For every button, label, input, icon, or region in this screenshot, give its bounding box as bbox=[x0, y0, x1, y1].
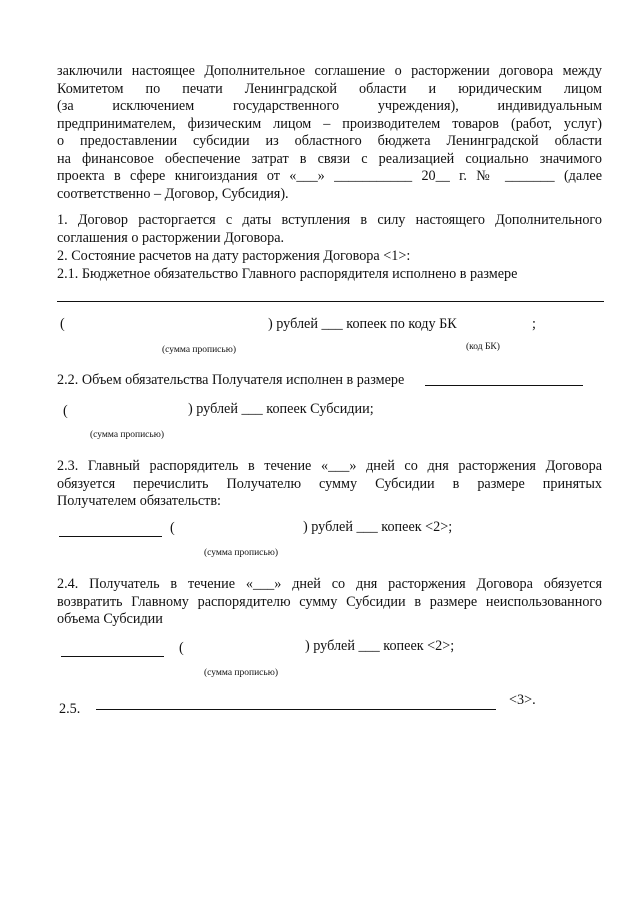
clause-1-line: 1. Договор расторгается с даты вступления в силу настоящего Дополнительного bbox=[57, 212, 602, 228]
clause-2-4-line: возвратить Главному распорядителю сумму Субсидии в размере неиспользованного bbox=[57, 594, 602, 610]
clause-2-3-line: Получателем обязательств: bbox=[57, 493, 221, 509]
open-paren: ( bbox=[179, 640, 184, 656]
clause-1-line: соглашения о расторжении Договора. bbox=[57, 230, 285, 246]
clause-2-1-text: 2.1. Бюджетное обязательство Главного распорядителя исполнено в размере bbox=[57, 266, 518, 282]
open-paren: ( bbox=[63, 403, 68, 419]
clause-2-4-line: объема Субсидии bbox=[57, 611, 163, 627]
caption-sum-in-words: (сумма прописью) bbox=[162, 345, 236, 355]
clause-2-3-line: обязуется перечислить Получателю сумму Субсидии в размере принятых bbox=[57, 476, 602, 492]
intro-line: Комитетом по печати Ленинградской области и юридическим лицом bbox=[57, 81, 602, 97]
clause-2-3-line: 2.3. Главный распорядитель в течение «___» дней со дня расторжения Договора bbox=[57, 458, 602, 474]
fill-line bbox=[57, 301, 604, 302]
intro-line: (за исключением государственного учреждения), индивидуальным bbox=[57, 98, 602, 114]
intro-line: заключили настоящее Дополнительное соглашение о расторжении договора между bbox=[57, 63, 602, 79]
intro-line: соответственно – Договор, Субсидия). bbox=[57, 186, 289, 202]
clause-2-4-line: 2.4. Получатель в течение «___» дней со дня расторжения Договора обязуется bbox=[57, 576, 602, 592]
fill-line bbox=[61, 656, 164, 657]
open-paren: ( bbox=[60, 316, 65, 332]
clause-2-5-footnote-ref: <3>. bbox=[509, 692, 536, 708]
intro-line: предпринимателем, физическим лицом – производителем товаров (работ, услуг) bbox=[57, 116, 602, 132]
fill-line bbox=[425, 385, 583, 386]
caption-sum-in-words: (сумма прописью) bbox=[90, 430, 164, 440]
open-paren: ( bbox=[170, 520, 175, 536]
clause-2-heading: 2. Состояние расчетов на дату расторжения Договора <1>: bbox=[57, 248, 411, 264]
clause-2-1-amount-text: ) рублей ___ копеек по коду БК bbox=[268, 316, 457, 332]
fill-line bbox=[59, 536, 162, 537]
clause-2-5-label: 2.5. bbox=[59, 701, 81, 717]
caption-sum-in-words: (сумма прописью) bbox=[204, 548, 278, 558]
caption-sum-in-words: (сумма прописью) bbox=[204, 668, 278, 678]
intro-line: проекта в сфере книгоиздания от «___» ___________ 20__ г. № _______ (далее bbox=[57, 168, 602, 184]
fill-line bbox=[96, 709, 496, 710]
clause-2-4-amount-text: ) рублей ___ копеек <2>; bbox=[305, 638, 455, 654]
caption-kbk: (код БК) bbox=[466, 342, 500, 352]
intro-line: о предоставлении субсидии из областного бюджета Ленинградской области bbox=[57, 133, 602, 149]
clause-2-2-text: 2.2. Объем обязательства Получателя исполнен в размере bbox=[57, 372, 405, 388]
clause-2-2-amount-text: ) рублей ___ копеек Субсидии; bbox=[188, 401, 374, 417]
clause-2-3-amount-text: ) рублей ___ копеек <2>; bbox=[303, 519, 453, 535]
semicolon: ; bbox=[532, 316, 536, 332]
intro-line: на финансовое обеспечение затрат в связи с реализацией социально значимого bbox=[57, 151, 602, 167]
